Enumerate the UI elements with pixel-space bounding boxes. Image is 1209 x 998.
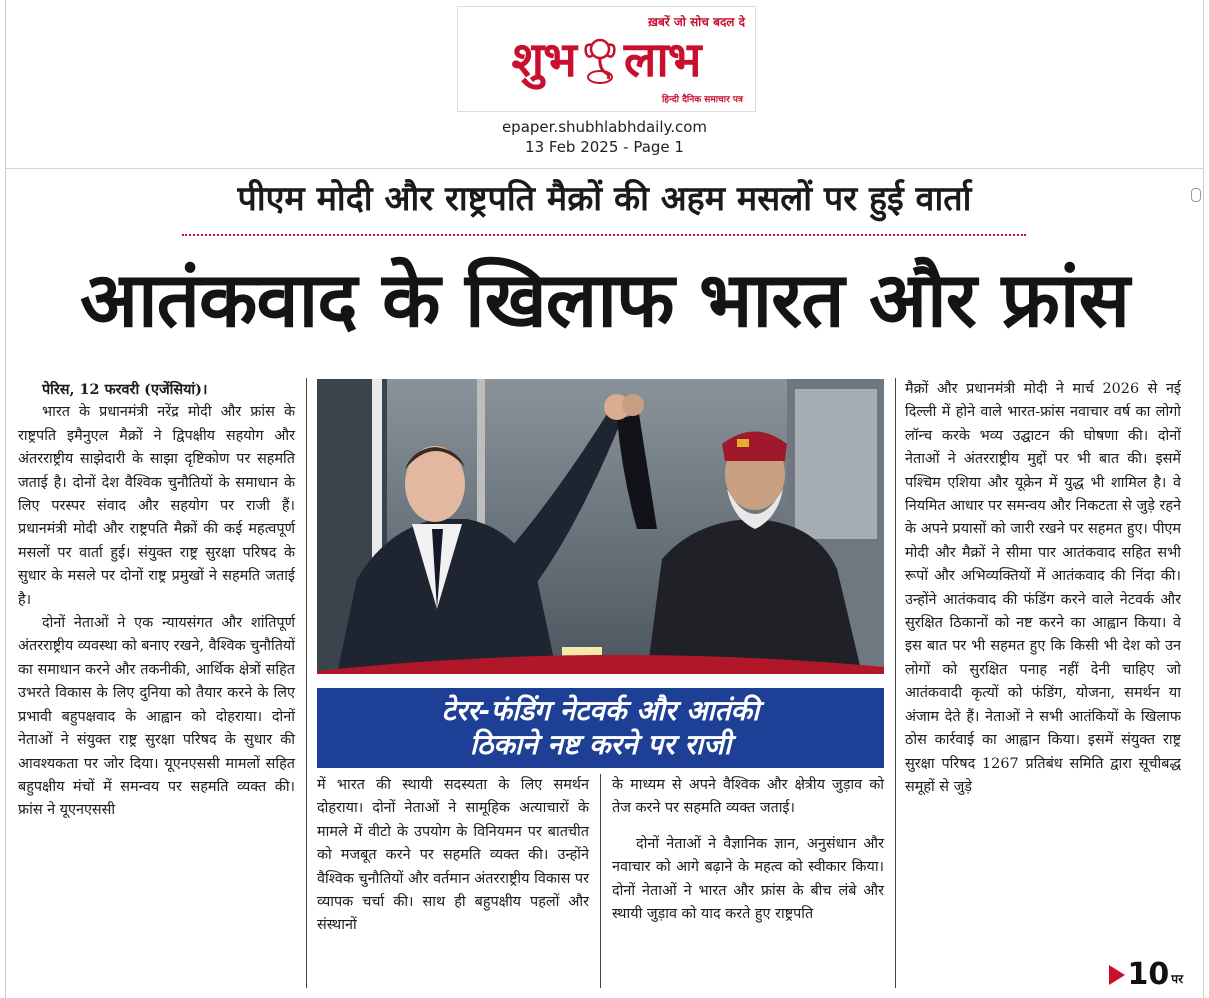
logo-subtitle: हिन्दी दैनिक समाचार पत्र xyxy=(661,95,743,105)
column-rule xyxy=(895,378,896,988)
highlight-banner xyxy=(317,688,884,768)
banner-line-1: टेरर-फंडिंग नेटवर्क और आतंकी xyxy=(441,694,760,727)
article-paragraph: मैक्रों और प्रधानमंत्री मोदी ने मार्च 2026 से नई दिल्ली में होने वाले भारत-फ्रांस नवाचार वर्ष का लोगो लॉन्च करके भव्य उद्घाटन की घोषणा की। दोनों नेताओं ने अंतरराष्ट्रीय मुद्दों पर भी बात की। इसमें पश्चिम एशिया और यूक्रेन में युद्ध भी शामिल है। वे नियमित आधार पर समन्वय और निकटता से जुड़े रहने के अपने प्रयासों को जारी रखने पर सहमत हुए। पीएम मोदी और मैक्रों ने सीमा पार आतंकवाद सहित सभी रूपों और अभिव्यक्तियों में आतंकवाद की निंदा की। उन्होंने आतंकवाद की फंडिंग करने वाले नेटवर्क और सुरक्षित ठिकानों को नष्ट करने का आह्वान किया। वे इस बात पर भी सहमत हुए कि किसी भी देश को उन लोगों को सुरक्षित पनाह नहीं देनी चाहिए जो आतंकवादी कृत्यों को फंडिंग, योजना, समर्थन या अंजाम देते हैं। नेताओं ने सभी आतंकियों के खिलाफ ठोस कार्रवाई का आह्वान किया। इसमें संयुक्त राष्ट्र सुरक्षा परिषद 1267 प्रतिबंध समिति द्वारा सूचीबद्ध समूहों से जुड़े xyxy=(905,381,1181,795)
article-column-1 xyxy=(18,378,295,823)
column-rule xyxy=(306,378,307,988)
ganesha-icon xyxy=(580,35,620,85)
banner-line-2: ठिकाने नष्ट करने पर राजी xyxy=(469,728,732,761)
continue-suffix: पर xyxy=(1171,972,1183,986)
continue-arrow-icon xyxy=(1109,965,1125,985)
epaper-site-url[interactable]: epaper.shubhlabhdaily.com xyxy=(501,118,708,136)
news-photo[interactable] xyxy=(317,379,884,674)
article-paragraph: के माध्यम से अपने वैश्विक और क्षेत्रीय जुड़ाव को तेज करने पर सहमति व्यक्त जताई। xyxy=(612,777,884,817)
logo-wordmark xyxy=(466,27,746,93)
logo-tagline: ख़बरें जो सोच बदल दे xyxy=(648,15,745,29)
leaders-photo-illustration xyxy=(317,379,884,674)
article-paragraph: दोनों नेताओं ने वैज्ञानिक ज्ञान, अनुसंधान और नवाचार को आगे बढ़ाने के महत्व को स्वीकार किया। दोनों नेताओं ने भारत और फ्रांस के बीच लंबे और स्थायी जुड़ाव को याद करते हुए राष्ट्रपति xyxy=(612,835,884,923)
article-paragraph: में भारत की स्थायी सदस्यता के लिए समर्थन दोहराया। दोनों नेताओं ने सामूहिक अत्याचारों के मामले में वीटो के उपयोग के विनियमन पर बातचीत को मजबूत करने पर सहमति व्यक्त की। उन्होंने वैश्विक चुनौतियों और वर्तमान अंतरराष्ट्रीय विकास पर व्यापक चर्चा की। साथ ही बहुपक्षीय पहलों और संस्थानों xyxy=(317,777,589,934)
continue-page-number: 10 xyxy=(1127,957,1170,992)
logo-name-right: लाभ xyxy=(623,32,701,88)
column-rule xyxy=(600,774,601,988)
dotted-divider xyxy=(182,234,1026,236)
article-column-2 xyxy=(317,774,589,938)
header-divider xyxy=(5,168,1204,169)
logo-name-left: शुभ xyxy=(511,32,576,88)
article-paragraph: दोनों नेताओं ने एक न्यायसंगत और शांतिपूर्ण अंतरराष्ट्रीय व्यवस्था को बनाए रखने, वैश्विक चुनौतियों का समाधान करने और तकनीकी, आर्थिक क्षेत्रों सहित उभरते विकास के लिए दुनिया को तैयार करने के लिए प्रभावी बहुपक्षवाद के आह्वान को दोहराया। दोनों नेताओं ने संयुक्त राष्ट्र सुरक्षा परिषद के सुधार की आवश्यकता पर जोर दिया। यूएनएससी मामलों सहित बहुपक्षीय मंचों में समन्वय पर सहमति व्यक्त की। फ्रांस ने यूएनएससी xyxy=(18,615,295,819)
article-column-3 xyxy=(612,774,884,926)
subheadline: पीएम मोदी और राष्ट्रपति मैक्रों की अहम मसलों पर हुई वार्ता xyxy=(237,179,972,219)
main-headline: आतंकवाद के खिलाफ भारत और फ्रांस xyxy=(80,255,1129,344)
dateline: पेरिस, 12 फरवरी (एजेंसियां)। xyxy=(42,381,208,398)
continued-on-page[interactable] xyxy=(1109,957,1183,992)
edition-date-page: 13 Feb 2025 - Page 1 xyxy=(525,138,684,156)
article-column-4 xyxy=(905,378,1181,950)
newspaper-logo[interactable] xyxy=(457,6,756,112)
article-paragraph: भारत के प्रधानमंत्री नरेंद्र मोदी और फ्रांस के राष्ट्रपति इमैनुएल मैक्रों ने द्विपक्षीय सहयोग और अंतरराष्ट्रीय साझेदारी के साझा दृष्टिकोण पर सहमति जताई है। दोनों देश वैश्विक चुनौतियों के समाधान के लिए परस्पर संवाद और सहयोग पर राजी हैं। प्रधानमंत्री मोदी और राष्ट्रपति मैक्रों की कई महत्वपूर्ण मसलों पर वार्ता हुई। संयुक्त राष्ट्र सुरक्षा परिषद के सुधार के मसले पर दोनों राष्ट्र प्रमुखों ने सहमति जताई है। xyxy=(18,404,295,608)
